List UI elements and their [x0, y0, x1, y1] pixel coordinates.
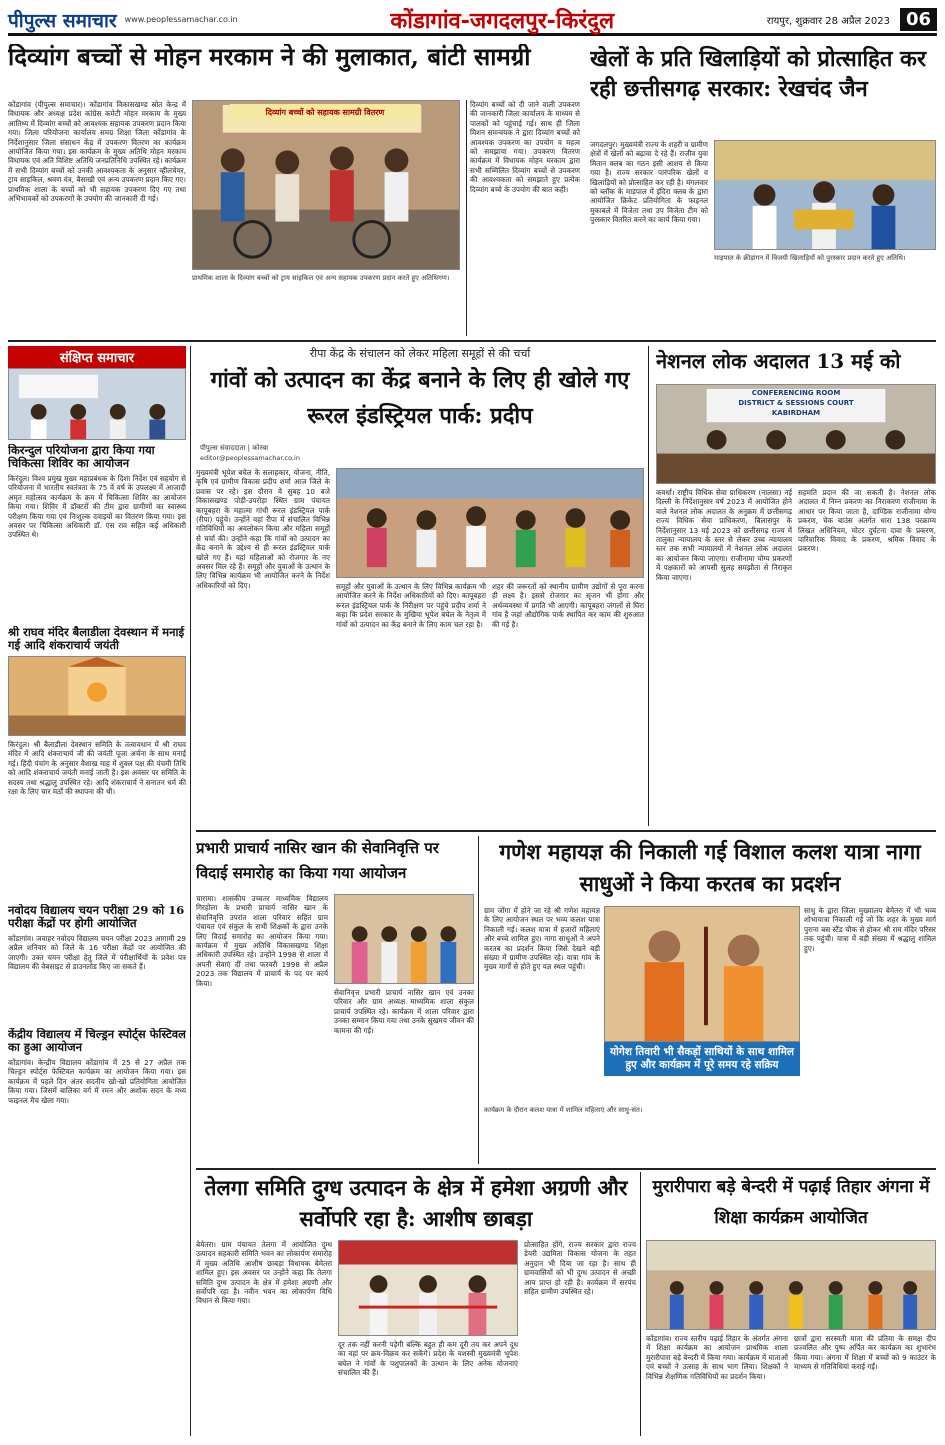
- story6-text-continued: साधु के द्वारा जिला मुख्यालय बेमेतरा में भी भव्य शोभायात्रा निकाली गई जो कि शहर के मुख्य मार्ग पुराना बस स्टैंड चौक से होकर श्री राम मंदिर परिसर तक पहुंची। यात्रा में बड़ी संख्या में श्रद्धालु शामिल हुए।: [804, 906, 936, 953]
- story8-text-continued: छात्रों द्वारा सरस्वती माता की प्रतिमा के समक्ष दीप प्रज्वलित और पुष्प अर्पित कर कार्यक्रम का शुभारंभ किया गया। अंगना में शिक्षा में बच्चों को 9 काउंटर के माध्यम से गतिविधियां कराई गईं।: [794, 1334, 936, 1372]
- banner-line-1: CONFERENCING ROOM: [751, 389, 841, 397]
- section-divider: [196, 830, 936, 832]
- brief-text-4: कोंडागांव। केन्द्रीय विद्यालय कोंडागांव में 25 से 27 अप्रैल तक चिल्ड्रन स्पोर्ट्स फेस्टिवल कार्यक्रम का आयोजन किया गया। इस कार्यक्रम में पहले दिन अंतर सदनीय खो-खो प्रतियोगिता आयोजित किया गया। जिसमें बालिका वर्ग में रमन और अशोक सदन के मध्य फाइनल मैच खेला गया।: [8, 1058, 186, 1105]
- temple-image-icon: [9, 657, 185, 735]
- brief-text-1: किरंदुल। विश्व प्रमुख मुख्य महाप्रबंधक के दिशा निर्देश एवं सहयोग से परियोजना में भारतीय स्वतंत्रता के 75 वें वर्ष के उपलक्ष्य में आजादी अमृत महोत्सव कार्यक्रम के क्रम में चिकित्सा शिविर का आयोजन किया गया। शिविर में डॉक्टरों की टीम द्वारा ग्रामीणों का स्वास्थ्य परीक्षण किया गया एवं निःशुल्क दवाइयों का वितरण किया गया। इस अवसर पर चिकित्सा अधिकारी डॉ. एस राव सहित कई अधिकारी उपस्थित थे।: [8, 474, 186, 540]
- story2-headline: खेलों के प्रति खिलाड़ियों को प्रोत्साहित कर रही छत्तीसगढ़ सरकार: रेखचंद जैन: [590, 46, 926, 102]
- story2-photo: [714, 140, 936, 250]
- story8-photo: [646, 1240, 936, 1330]
- story3-photo: [336, 468, 644, 578]
- story4-photo-banner: [706, 388, 886, 418]
- story7-text-continued-1: दूर तक नहीं करनी पड़ेगी बल्कि बहुत ही कम दूरी तय कर अपने दूध का वहां पर क्रय-विक्रय कर सकेंगे। प्रदेश के यशस्वी मुख्यमंत्री भूपेश बघेल ने गांवों के पशुपालकों के उत्थान के लिए अनेक योजनाएं संचालित की हैं।: [338, 1340, 518, 1378]
- column-divider: [190, 346, 191, 1436]
- column-divider: [640, 1172, 641, 1436]
- story4-headline: नेशनल लोक अदालत 13 मई को: [656, 349, 901, 373]
- banner-line-2: DISTRICT & SESSIONS COURT: [738, 399, 854, 407]
- page-number: 06: [900, 8, 937, 31]
- story7-text-continued-2: प्रोत्साहित होंगे, राज्य सरकार द्वारा राज्य डेयरी उद्यमिता विकास योजना के तहत अनुदान भी दिया जा रहा है। साथ ही ग्रामवासियों को भी दुग्ध उत्पादन से अच्छी आय प्राप्त हो रही है। कार्यक्रम में सरपंच सहित ग्रामीण उपस्थित रहे।: [524, 1240, 636, 1297]
- story7-text: बेमेतरा। ग्राम पंचायत तेलगा में आयोजित दुग्ध उत्पादन सहकारी समिति भवन का लोकार्पण समारोह में मुख्य अतिथि आशीष छाबड़ा विधायक बेमेतरा शामिल हुए। इस अवसर पर उन्होंने कहा कि तेलगा समिति दुग्ध उत्पादन के क्षेत्र में हमेशा अग्रणी और सर्वोपरि रहा है। नवीन भवन का लोकार्पण विधि विधान से किया गया।: [196, 1240, 332, 1306]
- story2-caption: माड़पाल के क्रीड़ांगन में विजयी खिलाड़ियों को पुरस्कार प्रदान करते हुए अतिथि।: [714, 254, 906, 262]
- website-url: www.peoplessamachar.co.in: [124, 15, 238, 24]
- inauguration-image-icon: [339, 1241, 517, 1335]
- brief-headline-2: श्री राघव मंदिर बैलाडीला देवस्थान में मनाई गई आदि शंकराचार्य जयंती: [8, 626, 185, 652]
- story5-headline: प्रभारी प्राचार्य नासिर खान की सेवानिवृत्ति पर विदाई समारोह का किया गया आयोजन: [196, 839, 439, 882]
- farewell-image-icon: [335, 895, 473, 983]
- story8-text: कोंडागांव। राज्य स्तरीय पढ़ाई तिहार के अंतर्गत अंगना में शिक्षा कार्यक्रम का आयोजन प्राथमिक शाला मुरारीपारा बड़े बेन्दरी में किया गया। कार्यक्रम में माताओं एवं बच्चों ने उत्साह के साथ भाग लिया। शिक्षकों ने विभिन्न शैक्षणिक गतिविधियों का प्रदर्शन किया।: [646, 1334, 788, 1381]
- newspaper-title: पीपुल्स समाचार: [8, 9, 117, 32]
- story2-text: जगदलपुर। मुख्यमंत्री राज्य के शहरी व ग्रामीण क्षेत्रों में खेलों को बढ़ावा दे रहे हैं। राजीव युवा मितान क्लब का गठन इसी आशय से किया गया है। राज्य सरकार पारंपरिक खेलों व खिलाड़ियों को प्रोत्साहित कर रही है। मंगलवार को ब्लॉक के माड़पाल में इंदिरा क्लब के द्वारा आयोजित क्रिकेट प्रतियोगिता के फाइनल मुकाबले में विजेता तथा उप विजेता टीम को पुरस्कार वितरित करने का कार्य किया गया।: [590, 140, 708, 225]
- banner-line-3: KABIRDHAM: [771, 409, 821, 417]
- story5-text-continued: सेवानिवृत्त प्रभारी प्राचार्य नासिर खान एवं उनका परिवार और ग्राम अध्यक्ष माध्यमिक शाला संकुल प्राचार्य उपस्थित रहे। कार्यक्रम में शाला परिवार द्वारा उनका सम्मान किया गया तथा उनके सुखमय जीवन की कामना की गई।: [334, 988, 474, 1035]
- story8-headline: मुरारीपारा बड़े बेन्दरी में पढ़ाई तिहार अंगना में शिक्षा कार्यक्रम आयोजित: [652, 1177, 930, 1228]
- story6-caption: कार्यक्रम के दौरान कलश यात्रा में शामिल महिलाएं और साधु-संत।: [484, 1106, 643, 1114]
- story1-text: कोंडागांव (पीपुल्स समाचार)। कोंडागांव विकासखण्ड स्रोत केन्द्र में विधायक और अध्यक्ष प्रदेश कांग्रेस कमेटी मोहन मरकाम के मुख्य आतिथ्य में दिव्यांग बच्चों को आवश्यक सहायक उपकरण प्रदान किया गया। जिला परियोजना कार्यालय समग्र शिक्षा जिला कोंडागांव के निर्देशानुसार जिला संसाधन केंद्र में उपकरण वितरण का कार्यक्रम आयोजित किया गया। इस कार्यक्रम के मुख्य अतिथि मोहन मरकाम विधायक एवं अति विशिष्ट अतिथि जनप्रतिनिधि उपस्थित रहे। कार्यक्रम में सभी दिव्यांग बच्चों को उनकी आवश्यकता के अनुसार व्हीलचेयर, ट्राय साइकिल, श्रवण यंत्र, बैसाखी एवं अन्य उपकरण प्रदान किए गए। प्राथमिक शाला के बच्चों को भी सहायक उपकरण दिए गए तथा अभिभावकों को उपकरणों के उपयोग की जानकारी दी गई।: [8, 100, 186, 204]
- story1-caption: प्राथमिक शाला के दिव्यांग बच्चों को ट्राय साइकिल एवं अन्य सहायक उपकरण प्रदान करते हुए अतिथिगण।: [192, 274, 450, 282]
- story1-text-continued: दिव्यांग बच्चों को दी जाने वाली उपकरण की जानकारी जिला कार्यालय के माध्यम से पालकों को पहुंचाई गई। साथ ही जिला मिशन समन्वयक ने द्वारा दिव्यांग बच्चों को आवश्यक उपकरण का उपयोग व महत्व को समझाया गया। उपकरण वितरण कार्यक्रम में विधायक मोहन मरकाम द्वारा सभी सम्मिलित दिव्यांग बच्चों से उपकरण की आवश्यकता को समझाते हुए प्रत्येक दिव्यांग बच्चे के उपयोग की बात कही।: [470, 100, 580, 194]
- story3-headline: गांवों को उत्पादन का केंद्र बनाने के लिए ही खोले गए रूरल इंडस्ट्रियल पार्क: प्रदीप: [210, 367, 630, 429]
- brief-headline-3: नवोदय विद्यालय चयन परीक्षा 29 को 16 परीक्षा केंद्रों पर होगी आयोजित: [8, 904, 185, 930]
- story3-kicker: रीपा केंद्र के संचालन को लेकर महिला समूहों से की चर्चा: [309, 347, 531, 360]
- story7-headline: तेलगा समिति दुग्ध उत्पादन के क्षेत्र में हमेशा अग्रणी और सर्वोपरि रहा है: आशीष छाबड़ा: [204, 1175, 628, 1231]
- story3-text-continued-2: शहर की जरूरतों को स्थानीय ग्रामीण उद्योगों से पूरा करना ही लक्ष्य है। इससे रोजगार का सृजन भी होगा और अर्थव्यवस्था में प्रगति भी आएगी। कापूबहरा जंगलों से घिरा गांव है जहां औद्योगिक पार्क स्थापित कर काम की शुरुआत की गई है।: [492, 582, 644, 629]
- story6-headline: गणेश महायज्ञ की निकाली गई विशाल कलश यात्रा नागा साधुओं ने किया करतब का प्रदर्शन: [499, 839, 921, 896]
- story1-headline: दिव्यांग बच्चों से मोहन मरकाम ने की मुलाकात, बांटी सामग्री: [8, 44, 531, 71]
- story4-text: कवर्धा। राष्ट्रीय विधिक सेवा प्राधिकरण (नालसा) नई दिल्ली के निर्देशानुसार वर्ष 2023 में आयोजित होने वाले नेशनल लोक अदालत के अनुक्रम में छत्तीसगढ़ राज्य विधिक सेवा प्राधिकरण, बिलासपुर के निर्देशानुसार 13 मई 2023 को छत्तीसगढ़ राज्य में तालुका न्यायालय के स्तर से लेकर उच्च न्यायालय स्तर तक सभी न्यायालयों में नेशनल लोक अदालत का आयोजन किया जाएगा। राजीनामा योग्य प्रकरणों में पक्षकारों को आपसी सुलह समझौता से निराकृत किया जाएगा।: [656, 488, 792, 582]
- story1-photo-banner: दिव्यांग बच्चों को सहायक सामग्री वितरण: [230, 104, 420, 121]
- brief-photo-2: [8, 656, 186, 736]
- story3-text-continued-1: समूहों और युवाओं के उत्थान के लिए विभिन्न कार्यक्रम भी आयोजित करने के निर्देश अधिकारियों को दिए। कापूबहरा रूरल इंडस्ट्रियल पार्क के निरीक्षण पर पहुंचे प्रदीप शर्मा ने कहा कि प्रदेश सरकार के मुखिया भूपेश बघेल के नेतृत्व में गांवों को उत्पादन का केंद्र बनाने के लिए काम चल रहा है।: [336, 582, 486, 629]
- story3-byline: पीपुल्स संवाददाता | कोरबा: [200, 444, 269, 452]
- section-divider: [8, 340, 936, 342]
- story7-photo: [338, 1240, 518, 1336]
- brief-headline-4: केंद्रीय विद्यालय में चिल्ड्रन स्पोर्ट्स फेस्टिवल का हुआ आयोजन: [8, 1028, 186, 1054]
- brief-text-2: किरंदुल। श्री बैलाडीला देवस्थान समिति के तत्वावधान में श्री राघव मंदिर में आदि शंकराचार्य जी की जयंती पूजा अर्चना के साथ मनाई गई। हिंदी पंचांग के अनुसार वैशाख माह में शुक्ल पक्ष की पंचमी तिथि को आदि शंकराचार्य जयंती मनाई जाती है। इस अवसर पर समिति के सदस्य तथा श्रद्धालु उपस्थित रहे। आदि शंकराचार्य ने सनातन धर्म की रक्षा के लिए चार मठों की स्थापना की थी।: [8, 740, 186, 797]
- brief-photo-1: [8, 368, 186, 440]
- story6-photo: [604, 906, 800, 1042]
- column-divider: [478, 836, 479, 1164]
- masthead: [8, 6, 937, 36]
- story3-text: मुख्यमंत्री भूपेश बघेल के सलाहकार, योजना, नीति, कृषि एवं ग्रामीण विकास प्रदीप शर्मा आज जिले के प्रवास पर रहे। इस दौरान वे सुबह 10 बजे विकासखण्ड पोड़ी-उपरोड़ा स्थित ग्राम पंचायत कापूबहरा के महात्मा गांधी रूरल इंडस्ट्रियल पार्क (रीपा) पहुंचे। उन्होंने वहां रीपा में संचालित विभिन्न गतिविधियों का अवलोकन किया और महिला समूहों से चर्चा की। उन्होंने कहा कि गांवों को उत्पादन का केंद्र बनाने के उद्देश्य से ही रूरल इंडस्ट्रियल पार्क खोले गए हैं। यहां महिलाओं को रोजगार के नए अवसर मिल रहे हैं। समूहों और युवाओं के उत्थान के लिए विभिन्न कार्यक्रम भी आयोजित करने के निर्देश अधिकारियों को दिए।: [196, 468, 330, 590]
- story4-text-continued: सहमति प्रदान की जा सकती है। नेशनल लोक अदालत में निम्न प्रकरण का निराकरण राजीनामा के आधार पर किया जाता है, दाण्डिक राजीनामा योग्य प्रकरण, चेक बाउंस अंतर्गत धारा 138 परक्राम्य लिखत अधिनियम, मोटर दुर्घटना दावा के प्रकरण, पारिवारिक विवाद के प्रकरण, श्रमिक विवाद के प्रकरण।: [798, 488, 936, 554]
- section-divider: [196, 1168, 936, 1170]
- column-divider: [466, 100, 467, 336]
- story5-text: चारामा। शासकीय उच्चतर माध्यमिक विद्यालय गिरहोला के प्रभारी प्राचार्य नासिर खान के सेवानिवृत्ति उपरांत शाला परिवार सहित ग्राम पंचायत एवं संकुल के सभी शिक्षकों के द्वारा उनके लिए विदाई समारोह का आयोजन किया गया। कार्यक्रम में मुख्य अतिथि विकासखण्ड शिक्षा अधिकारी उपस्थित रहे। उन्होंने 1998 से शाला में अपनी सेवाएं दीं तथा फरवरी 1998 से अप्रैल 2023 तक विद्यालय में प्राचार्य के पद पर कार्य किया।: [196, 894, 328, 988]
- people-image-icon: [193, 101, 459, 269]
- column-divider: [648, 346, 649, 826]
- story6-text: ग्राम जोंगा में होने जा रहे श्री गणेश महायज्ञ के लिए आयोजन स्थल पर भव्य कलश यात्रा निकाली गई। कलश यात्रा में हजारों महिलाएं और बच्चे शामिल हुए। नागा साधुओं ने अपने करतब का प्रदर्शन किया जिसे देखने बड़ी संख्या में ग्रामीण उपस्थित रहे। यात्रा गांव के मुख्य मार्गों से होते हुए यज्ञ स्थल पहुंची।: [484, 906, 600, 972]
- ceremony-image-icon: [715, 141, 935, 249]
- rural-park-image-icon: [337, 469, 643, 577]
- medical-camp-image-icon: [9, 369, 185, 439]
- issue-date: रायपुर, शुक्रवार 28 अप्रैल 2023: [766, 15, 890, 27]
- edition-title: कोंडागांव-जगदलपुर-किरंदुल: [390, 8, 615, 34]
- story3-email: editor@peoplessamachar.co.in: [200, 454, 300, 462]
- brief-headline-1: किरन्दुल परियोजना द्वारा किया गया चिकित्सा शिविर का आयोजन: [8, 444, 155, 470]
- story1-photo: [192, 100, 460, 270]
- story5-photo: [334, 894, 474, 984]
- brief-section-tag: संक्षिप्त समाचार: [8, 346, 186, 368]
- brief-text-3: कोंडागांव। जवाहर नवोदय विद्यालय चयन परीक्षा 2023 आगामी 29 अप्रैल शनिवार को जिले के 16 परीक्षा केंद्रों पर आयोजित की जाएगी। उक्त चयन परीक्षा हेतु जिले में परीक्षार्थियों के प्रवेश पत्र विद्यालय की वेबसाइट से डाउनलोड किए जा सकते हैं।: [8, 934, 186, 972]
- school-children-image-icon: [647, 1241, 935, 1329]
- sadhu-image-icon: [605, 907, 799, 1041]
- story6-highlight: योगेश तिवारी भी सैकड़ों साथियों के साथ शामिल हुए और कार्यक्रम में पूरे समय रहे सक्रिय: [604, 1042, 800, 1076]
